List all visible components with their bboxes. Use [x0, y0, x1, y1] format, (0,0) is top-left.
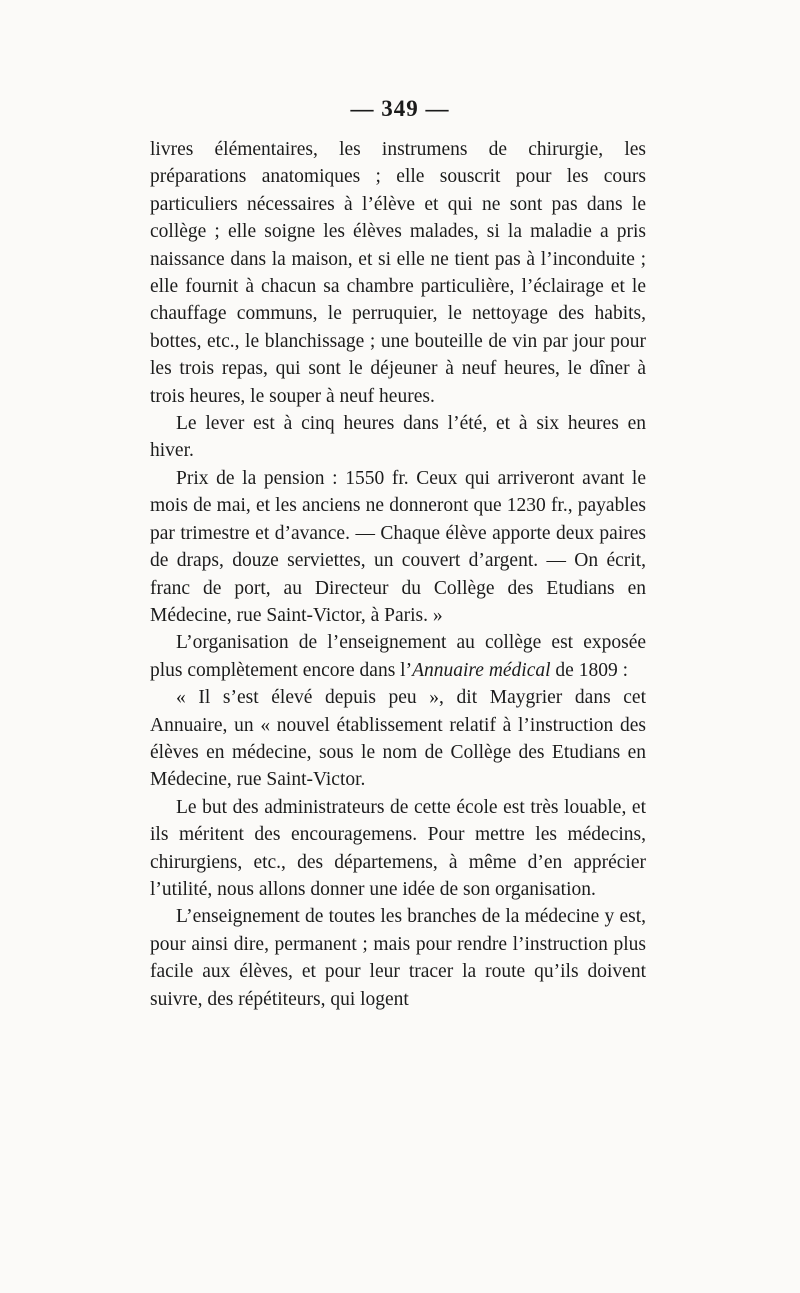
paragraph-6: Le but des administrateurs de cette école est très louable, et ils méritent des encouragemens. Pour mettre les médecins, chirurgiens, etc., des départemens, à même d’en apprécier l’utilité, nous allons donner une idée de son organisation. — [150, 796, 646, 900]
annuaire-title: Annuaire médical — [412, 659, 551, 681]
paragraph-4 — [150, 629, 646, 684]
paragraph-7: L’enseignement de toutes les branches de la médecine y est, pour ainsi dire, permanent ; mais pour rendre l’instruction plus facile aux élèves, et pour leur tracer la route qu’ils doivent suivre, des répétiteurs, qui logent — [150, 906, 646, 1010]
paragraph-1: livres élémentaires, les instrumens de chirurgie, les préparations anatomiques ; elle souscrit pour les cours particuliers nécessaires à l’élève et qui ne sont pas dans le collège ; elle soigne les élèves malades, si la maladie a pris naissance dans la maison, et si elle ne tient pas à l’inconduite ; elle fournit à chacun sa chambre particulière, l’éclairage et le chauffage communs, le perruquier, le nettoyage des habits, bottes, etc., le blanchissage ; une bouteille de vin par jour pour les trois repas, qui sont le déjeuner à neuf heures, le dîner à trois heures, le souper à neuf heures. — [150, 139, 646, 407]
page-number: — 349 — — [350, 96, 450, 121]
paragraph-4-text-after: de 1809 : — [550, 659, 628, 681]
body-text — [150, 136, 646, 1013]
paragraph-3: Prix de la pension : 1550 fr. Ceux qui arriveront avant le mois de mai, et les anciens ne donneront que 1230 fr., payables par trimestre et d’avance. — Chaque élève apporte deux paires de draps, douze serviettes, un couvert d’argent. — On écrit, franc de port, au Directeur du Collège des Etudians en Médecine, rue Saint-Victor, à Paris. » — [150, 467, 646, 626]
paragraph-2: Le lever est à cinq heures dans l’été, et à six heures en hiver. — [150, 413, 646, 462]
paragraph-4-text-before: L’organisation de l’enseignement au collège est exposée plus complètement encore dans l’ — [150, 632, 646, 681]
paragraph-5: « Il s’est élevé depuis peu », dit Maygrier dans cet Annuaire, un « nouvel établissement relatif à l’instruction des élèves en médecine, sous le nom de Collège des Etudians en Médecine, rue Saint-Victor. — [150, 687, 646, 791]
